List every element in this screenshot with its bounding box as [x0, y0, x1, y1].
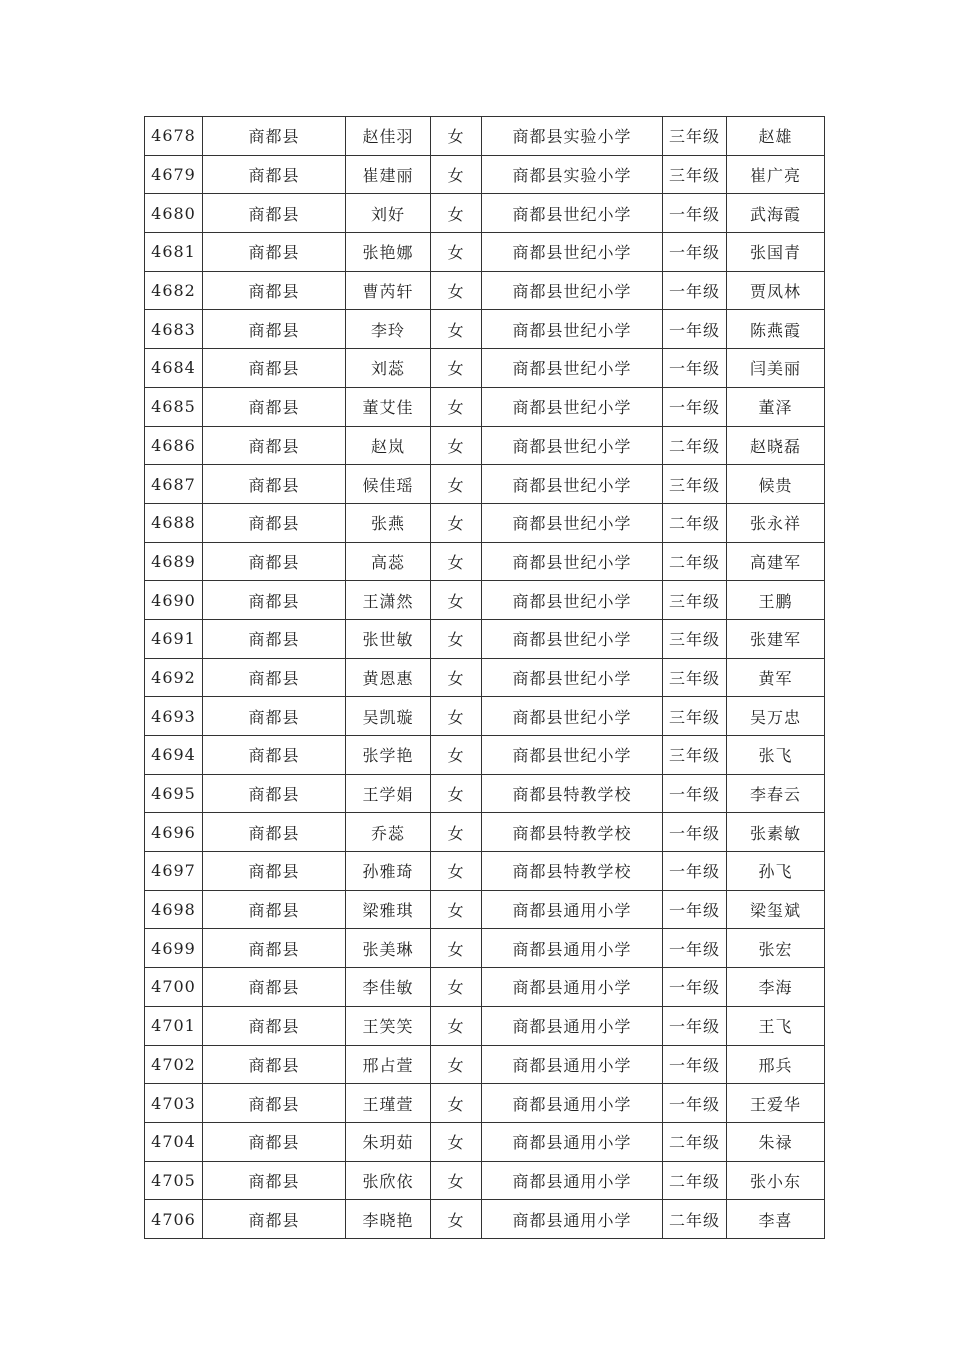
cell-gender: 女 — [431, 658, 482, 697]
cell-student-name: 赵佳羽 — [346, 117, 431, 156]
cell-school: 商都县通用小学 — [482, 1200, 663, 1239]
cell-grade: 三年级 — [663, 697, 727, 736]
cell-number: 4678 — [145, 117, 203, 156]
cell-number: 4682 — [145, 271, 203, 310]
table-row — [145, 1084, 825, 1123]
cell-number: 4690 — [145, 581, 203, 620]
cell-number: 4685 — [145, 387, 203, 426]
cell-gender: 女 — [431, 117, 482, 156]
cell-student-name: 张学艳 — [346, 736, 431, 775]
cell-gender: 女 — [431, 968, 482, 1007]
cell-number: 4697 — [145, 852, 203, 891]
cell-school: 商都县实验小学 — [482, 155, 663, 194]
cell-county: 商都县 — [203, 774, 346, 813]
cell-gender: 女 — [431, 1045, 482, 1084]
cell-guardian: 王爱华 — [727, 1084, 825, 1123]
cell-county: 商都县 — [203, 310, 346, 349]
cell-gender: 女 — [431, 1122, 482, 1161]
cell-county: 商都县 — [203, 349, 346, 388]
cell-school: 商都县世纪小学 — [482, 426, 663, 465]
cell-grade: 一年级 — [663, 194, 727, 233]
cell-county: 商都县 — [203, 1122, 346, 1161]
cell-grade: 一年级 — [663, 1084, 727, 1123]
cell-county: 商都县 — [203, 194, 346, 233]
cell-number: 4701 — [145, 1006, 203, 1045]
table-row — [145, 310, 825, 349]
cell-student-name: 张欣依 — [346, 1161, 431, 1200]
cell-gender: 女 — [431, 619, 482, 658]
cell-guardian: 张宏 — [727, 929, 825, 968]
cell-number: 4687 — [145, 465, 203, 504]
cell-county: 商都县 — [203, 1200, 346, 1239]
cell-student-name: 李晓艳 — [346, 1200, 431, 1239]
table-row — [145, 542, 825, 581]
cell-number: 4683 — [145, 310, 203, 349]
table-row — [145, 117, 825, 156]
cell-gender: 女 — [431, 271, 482, 310]
cell-county: 商都县 — [203, 271, 346, 310]
cell-student-name: 王学娟 — [346, 774, 431, 813]
cell-student-name: 张艳娜 — [346, 233, 431, 272]
cell-student-name: 候佳瑶 — [346, 465, 431, 504]
cell-guardian: 吴万忠 — [727, 697, 825, 736]
cell-gender: 女 — [431, 310, 482, 349]
cell-school: 商都县世纪小学 — [482, 503, 663, 542]
cell-school: 商都县世纪小学 — [482, 194, 663, 233]
cell-grade: 一年级 — [663, 929, 727, 968]
cell-number: 4680 — [145, 194, 203, 233]
cell-guardian: 孙飞 — [727, 852, 825, 891]
cell-gender: 女 — [431, 465, 482, 504]
cell-county: 商都县 — [203, 813, 346, 852]
cell-grade: 三年级 — [663, 155, 727, 194]
cell-number: 4703 — [145, 1084, 203, 1123]
cell-student-name: 董艾佳 — [346, 387, 431, 426]
table-row — [145, 697, 825, 736]
cell-student-name: 王笑笑 — [346, 1006, 431, 1045]
cell-grade: 一年级 — [663, 968, 727, 1007]
cell-school: 商都县特教学校 — [482, 852, 663, 891]
cell-school: 商都县世纪小学 — [482, 658, 663, 697]
cell-student-name: 王潇然 — [346, 581, 431, 620]
cell-student-name: 曹芮轩 — [346, 271, 431, 310]
cell-gender: 女 — [431, 1161, 482, 1200]
cell-guardian: 张国青 — [727, 233, 825, 272]
cell-county: 商都县 — [203, 542, 346, 581]
table-row — [145, 1122, 825, 1161]
cell-guardian: 李春云 — [727, 774, 825, 813]
cell-guardian: 李海 — [727, 968, 825, 1007]
cell-grade: 一年级 — [663, 349, 727, 388]
cell-county: 商都县 — [203, 387, 346, 426]
cell-county: 商都县 — [203, 619, 346, 658]
cell-guardian: 王飞 — [727, 1006, 825, 1045]
cell-gender: 女 — [431, 774, 482, 813]
table-row — [145, 581, 825, 620]
cell-grade: 一年级 — [663, 310, 727, 349]
table-row — [145, 271, 825, 310]
cell-school: 商都县通用小学 — [482, 1161, 663, 1200]
cell-number: 4692 — [145, 658, 203, 697]
cell-guardian: 闫美丽 — [727, 349, 825, 388]
cell-grade: 一年级 — [663, 1006, 727, 1045]
cell-number: 4699 — [145, 929, 203, 968]
cell-number: 4693 — [145, 697, 203, 736]
cell-gender: 女 — [431, 542, 482, 581]
cell-school: 商都县世纪小学 — [482, 271, 663, 310]
cell-student-name: 李玲 — [346, 310, 431, 349]
cell-grade: 二年级 — [663, 426, 727, 465]
cell-student-name: 梁雅琪 — [346, 890, 431, 929]
cell-school: 商都县世纪小学 — [482, 542, 663, 581]
cell-guardian: 张永祥 — [727, 503, 825, 542]
cell-county: 商都县 — [203, 426, 346, 465]
cell-school: 商都县世纪小学 — [482, 697, 663, 736]
table-row — [145, 194, 825, 233]
cell-county: 商都县 — [203, 581, 346, 620]
cell-number: 4695 — [145, 774, 203, 813]
table-row — [145, 658, 825, 697]
cell-school: 商都县通用小学 — [482, 1006, 663, 1045]
cell-student-name: 李佳敏 — [346, 968, 431, 1007]
cell-grade: 三年级 — [663, 736, 727, 775]
cell-county: 商都县 — [203, 890, 346, 929]
cell-guardian: 张建军 — [727, 619, 825, 658]
cell-number: 4689 — [145, 542, 203, 581]
cell-guardian: 候贵 — [727, 465, 825, 504]
table-row — [145, 813, 825, 852]
cell-county: 商都县 — [203, 968, 346, 1007]
cell-grade: 一年级 — [663, 890, 727, 929]
table-row — [145, 387, 825, 426]
cell-school: 商都县通用小学 — [482, 968, 663, 1007]
cell-county: 商都县 — [203, 155, 346, 194]
cell-student-name: 乔蕊 — [346, 813, 431, 852]
cell-school: 商都县世纪小学 — [482, 581, 663, 620]
cell-gender: 女 — [431, 852, 482, 891]
cell-gender: 女 — [431, 1200, 482, 1239]
cell-school: 商都县通用小学 — [482, 1122, 663, 1161]
cell-guardian: 黄军 — [727, 658, 825, 697]
cell-grade: 二年级 — [663, 1122, 727, 1161]
cell-school: 商都县通用小学 — [482, 1084, 663, 1123]
cell-grade: 二年级 — [663, 503, 727, 542]
cell-gender: 女 — [431, 155, 482, 194]
cell-school: 商都县世纪小学 — [482, 387, 663, 426]
cell-gender: 女 — [431, 233, 482, 272]
cell-student-name: 朱玥茹 — [346, 1122, 431, 1161]
cell-number: 4700 — [145, 968, 203, 1007]
cell-student-name: 孙雅琦 — [346, 852, 431, 891]
cell-gender: 女 — [431, 581, 482, 620]
table-row — [145, 1045, 825, 1084]
cell-student-name: 赵岚 — [346, 426, 431, 465]
table-row — [145, 233, 825, 272]
cell-county: 商都县 — [203, 503, 346, 542]
cell-student-name: 吴凯璇 — [346, 697, 431, 736]
cell-county: 商都县 — [203, 117, 346, 156]
cell-student-name: 刘好 — [346, 194, 431, 233]
cell-grade: 一年级 — [663, 271, 727, 310]
cell-county: 商都县 — [203, 465, 346, 504]
table-row — [145, 929, 825, 968]
cell-grade: 二年级 — [663, 1161, 727, 1200]
cell-school: 商都县世纪小学 — [482, 465, 663, 504]
table-row — [145, 619, 825, 658]
table-row — [145, 1006, 825, 1045]
cell-student-name: 刘蕊 — [346, 349, 431, 388]
cell-student-name: 王瑾萱 — [346, 1084, 431, 1123]
cell-county: 商都县 — [203, 1045, 346, 1084]
cell-gender: 女 — [431, 813, 482, 852]
cell-student-name: 高蕊 — [346, 542, 431, 581]
table-row — [145, 774, 825, 813]
cell-student-name: 张美琳 — [346, 929, 431, 968]
cell-student-name: 张燕 — [346, 503, 431, 542]
cell-county: 商都县 — [203, 929, 346, 968]
cell-student-name: 黄恩惠 — [346, 658, 431, 697]
cell-school: 商都县实验小学 — [482, 117, 663, 156]
table-row — [145, 465, 825, 504]
cell-guardian: 王鹏 — [727, 581, 825, 620]
cell-guardian: 贾凤林 — [727, 271, 825, 310]
cell-gender: 女 — [431, 503, 482, 542]
cell-grade: 三年级 — [663, 658, 727, 697]
table-row — [145, 890, 825, 929]
cell-school: 商都县通用小学 — [482, 929, 663, 968]
cell-county: 商都县 — [203, 233, 346, 272]
cell-grade: 三年级 — [663, 619, 727, 658]
cell-number: 4698 — [145, 890, 203, 929]
cell-guardian: 崔广亮 — [727, 155, 825, 194]
table-row — [145, 1161, 825, 1200]
cell-school: 商都县世纪小学 — [482, 233, 663, 272]
cell-gender: 女 — [431, 387, 482, 426]
cell-county: 商都县 — [203, 1006, 346, 1045]
cell-student-name: 张世敏 — [346, 619, 431, 658]
cell-number: 4706 — [145, 1200, 203, 1239]
cell-grade: 三年级 — [663, 465, 727, 504]
cell-number: 4679 — [145, 155, 203, 194]
table-row — [145, 852, 825, 891]
cell-school: 商都县世纪小学 — [482, 619, 663, 658]
cell-gender: 女 — [431, 1084, 482, 1123]
cell-guardian: 高建军 — [727, 542, 825, 581]
cell-number: 4691 — [145, 619, 203, 658]
cell-gender: 女 — [431, 426, 482, 465]
roster-table — [144, 116, 825, 1239]
cell-county: 商都县 — [203, 1084, 346, 1123]
cell-school: 商都县特教学校 — [482, 774, 663, 813]
cell-number: 4688 — [145, 503, 203, 542]
cell-school: 商都县特教学校 — [482, 813, 663, 852]
cell-number: 4684 — [145, 349, 203, 388]
cell-student-name: 邢占萱 — [346, 1045, 431, 1084]
cell-county: 商都县 — [203, 697, 346, 736]
cell-guardian: 李喜 — [727, 1200, 825, 1239]
cell-grade: 一年级 — [663, 813, 727, 852]
cell-gender: 女 — [431, 929, 482, 968]
cell-gender: 女 — [431, 697, 482, 736]
cell-guardian: 武海霞 — [727, 194, 825, 233]
cell-grade: 二年级 — [663, 542, 727, 581]
cell-number: 4702 — [145, 1045, 203, 1084]
cell-guardian: 梁玺斌 — [727, 890, 825, 929]
table-row — [145, 1200, 825, 1239]
cell-number: 4686 — [145, 426, 203, 465]
cell-grade: 一年级 — [663, 774, 727, 813]
cell-guardian: 朱禄 — [727, 1122, 825, 1161]
cell-county: 商都县 — [203, 852, 346, 891]
table-row — [145, 155, 825, 194]
cell-student-name: 崔建丽 — [346, 155, 431, 194]
cell-school: 商都县世纪小学 — [482, 310, 663, 349]
cell-school: 商都县通用小学 — [482, 890, 663, 929]
cell-grade: 三年级 — [663, 117, 727, 156]
cell-number: 4704 — [145, 1122, 203, 1161]
cell-grade: 一年级 — [663, 1045, 727, 1084]
cell-grade: 三年级 — [663, 581, 727, 620]
cell-guardian: 董泽 — [727, 387, 825, 426]
cell-school: 商都县世纪小学 — [482, 736, 663, 775]
cell-school: 商都县世纪小学 — [482, 349, 663, 388]
table-row — [145, 349, 825, 388]
cell-gender: 女 — [431, 890, 482, 929]
cell-grade: 一年级 — [663, 387, 727, 426]
cell-gender: 女 — [431, 1006, 482, 1045]
cell-guardian: 赵晓磊 — [727, 426, 825, 465]
table-row — [145, 736, 825, 775]
cell-guardian: 张素敏 — [727, 813, 825, 852]
table-row — [145, 968, 825, 1007]
roster-table-body — [145, 117, 825, 1239]
cell-gender: 女 — [431, 349, 482, 388]
table-row — [145, 426, 825, 465]
cell-number: 4694 — [145, 736, 203, 775]
cell-guardian: 陈燕霞 — [727, 310, 825, 349]
table-row — [145, 503, 825, 542]
cell-gender: 女 — [431, 194, 482, 233]
cell-guardian: 张小东 — [727, 1161, 825, 1200]
cell-school: 商都县通用小学 — [482, 1045, 663, 1084]
cell-guardian: 张飞 — [727, 736, 825, 775]
cell-number: 4696 — [145, 813, 203, 852]
cell-grade: 一年级 — [663, 233, 727, 272]
cell-county: 商都县 — [203, 658, 346, 697]
cell-number: 4681 — [145, 233, 203, 272]
cell-county: 商都县 — [203, 736, 346, 775]
cell-gender: 女 — [431, 736, 482, 775]
cell-guardian: 邢兵 — [727, 1045, 825, 1084]
cell-guardian: 赵雄 — [727, 117, 825, 156]
cell-grade: 二年级 — [663, 1200, 727, 1239]
cell-grade: 一年级 — [663, 852, 727, 891]
cell-county: 商都县 — [203, 1161, 346, 1200]
cell-number: 4705 — [145, 1161, 203, 1200]
